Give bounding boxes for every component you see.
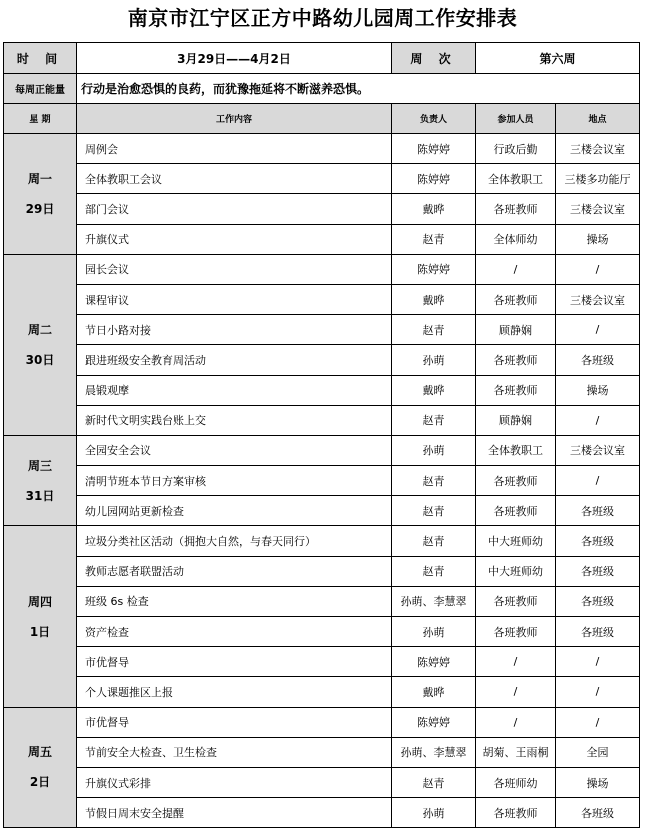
day-date: 31日	[25, 488, 55, 503]
owner-cell: 赵青	[392, 466, 476, 496]
participants-cell: 各班师幼	[476, 767, 556, 797]
participants-cell: 各班教师	[476, 496, 556, 526]
motto-text: 行动是治愈恐惧的良药，而犹豫拖延将不断滋养恐惧。	[77, 74, 640, 104]
participants-cell: /	[476, 677, 556, 707]
participants-cell: /	[476, 254, 556, 284]
table-row	[4, 435, 640, 465]
day-date: 30日	[25, 352, 55, 367]
owner-cell: 孙萌、李慧翠	[392, 586, 476, 616]
owner-cell: 戴晔	[392, 284, 476, 314]
day-cell	[4, 134, 77, 255]
task-cell: 个人课题推区上报	[77, 677, 392, 707]
task-cell: 周例会	[77, 134, 392, 164]
table-row	[4, 526, 640, 556]
day-cell	[4, 707, 77, 828]
owner-cell: 戴晔	[392, 194, 476, 224]
location-cell: /	[556, 405, 640, 435]
table-row	[4, 647, 640, 677]
participants-cell: 各班教师	[476, 466, 556, 496]
table-row	[4, 586, 640, 616]
owner-cell: 赵青	[392, 224, 476, 254]
participants-cell: 全体师幼	[476, 224, 556, 254]
participants-cell: 中大班师幼	[476, 556, 556, 586]
task-cell: 幼儿园网站更新检查	[77, 496, 392, 526]
location-cell: /	[556, 707, 640, 737]
schedule-table	[3, 42, 640, 828]
participants-cell: 各班教师	[476, 586, 556, 616]
location-cell: /	[556, 677, 640, 707]
location-cell: /	[556, 466, 640, 496]
task-cell: 跟进班级安全教育周活动	[77, 345, 392, 375]
day-date: 1日	[29, 624, 51, 639]
participants-cell: 各班教师	[476, 194, 556, 224]
task-cell: 部门会议	[77, 194, 392, 224]
task-cell: 节前安全大检查、卫生检查	[77, 737, 392, 767]
table-row	[4, 737, 640, 767]
location-cell: /	[556, 647, 640, 677]
table-row	[4, 134, 640, 164]
day-name: 周二	[27, 322, 52, 337]
table-row	[4, 254, 640, 284]
owner-cell: 陈婷婷	[392, 134, 476, 164]
participants-cell: 各班教师	[476, 798, 556, 828]
location-cell: 各班级	[556, 496, 640, 526]
col-day: 星 期	[4, 104, 77, 134]
participants-cell: 全体教职工	[476, 164, 556, 194]
task-cell: 晨锻观摩	[77, 375, 392, 405]
table-row	[4, 707, 640, 737]
owner-cell: 陈婷婷	[392, 164, 476, 194]
participants-cell: 各班教师	[476, 375, 556, 405]
owner-cell: 孙萌	[392, 617, 476, 647]
table-row	[4, 164, 640, 194]
participants-cell: 顾静娴	[476, 405, 556, 435]
day-cell	[4, 435, 77, 526]
task-cell: 节假日周末安全提醒	[77, 798, 392, 828]
location-cell: 三楼多功能厅	[556, 164, 640, 194]
column-header-row	[4, 104, 640, 134]
task-cell: 升旗仪式	[77, 224, 392, 254]
header-row	[4, 43, 640, 74]
table-row	[4, 466, 640, 496]
participants-cell: 胡菊、王雨桐	[476, 737, 556, 767]
week-label: 周 次	[392, 43, 476, 74]
table-row	[4, 617, 640, 647]
col-owner: 负责人	[392, 104, 476, 134]
task-cell: 资产检查	[77, 617, 392, 647]
owner-cell: 戴晔	[392, 677, 476, 707]
owner-cell: 孙萌、李慧翠	[392, 737, 476, 767]
location-cell: 三楼会议室	[556, 134, 640, 164]
day-date: 2日	[29, 775, 51, 790]
task-cell: 课程审议	[77, 284, 392, 314]
task-cell: 全园安全会议	[77, 435, 392, 465]
owner-cell: 赵青	[392, 526, 476, 556]
participants-cell: /	[476, 647, 556, 677]
participants-cell: 全体教职工	[476, 435, 556, 465]
table-row	[4, 405, 640, 435]
owner-cell: 赵青	[392, 556, 476, 586]
task-cell: 市优督导	[77, 647, 392, 677]
participants-cell: 顾静娴	[476, 315, 556, 345]
task-cell: 园长会议	[77, 254, 392, 284]
table-row	[4, 224, 640, 254]
date-range: 3月29日——4月2日	[77, 43, 392, 74]
col-task: 工作内容	[77, 104, 392, 134]
location-cell: 三楼会议室	[556, 284, 640, 314]
task-cell: 清明节班本节日方案审核	[77, 466, 392, 496]
location-cell: 操场	[556, 224, 640, 254]
owner-cell: 陈婷婷	[392, 707, 476, 737]
table-row	[4, 375, 640, 405]
location-cell: 操场	[556, 767, 640, 797]
week-value: 第六周	[476, 43, 640, 74]
table-row	[4, 345, 640, 375]
owner-cell: 戴晔	[392, 375, 476, 405]
task-cell: 节日小路对接	[77, 315, 392, 345]
table-row	[4, 315, 640, 345]
location-cell: 全园	[556, 737, 640, 767]
owner-cell: 赵青	[392, 767, 476, 797]
table-row	[4, 798, 640, 828]
participants-cell: 各班教师	[476, 617, 556, 647]
page-title: 南京市江宁区正方中路幼儿园周工作安排表	[127, 6, 518, 30]
col-location: 地点	[556, 104, 640, 134]
owner-cell: 陈婷婷	[392, 254, 476, 284]
participants-cell: 行政后勤	[476, 134, 556, 164]
task-cell: 全体教职工会议	[77, 164, 392, 194]
participants-cell: 各班教师	[476, 284, 556, 314]
owner-cell: 孙萌	[392, 798, 476, 828]
motto-row	[4, 74, 640, 104]
task-cell: 班级 6s 检查	[77, 586, 392, 616]
participants-cell: /	[476, 707, 556, 737]
owner-cell: 赵青	[392, 315, 476, 345]
participants-cell: 各班教师	[476, 345, 556, 375]
location-cell: /	[556, 315, 640, 345]
location-cell: 各班级	[556, 798, 640, 828]
table-row	[4, 194, 640, 224]
owner-cell: 赵青	[392, 405, 476, 435]
table-row	[4, 677, 640, 707]
day-name: 周五	[27, 745, 52, 760]
location-cell: 各班级	[556, 526, 640, 556]
time-label: 时 间	[4, 43, 77, 74]
owner-cell: 孙萌	[392, 345, 476, 375]
table-row	[4, 556, 640, 586]
day-cell	[4, 254, 77, 435]
task-cell: 垃圾分类社区活动（拥抱大自然，与春天同行）	[77, 526, 392, 556]
day-cell	[4, 526, 77, 707]
location-cell: 各班级	[556, 345, 640, 375]
col-participants: 参加人员	[476, 104, 556, 134]
location-cell: 三楼会议室	[556, 194, 640, 224]
task-cell: 市优督导	[77, 707, 392, 737]
motto-label: 每周正能量	[4, 74, 77, 104]
table-row	[4, 767, 640, 797]
location-cell: 各班级	[556, 586, 640, 616]
owner-cell: 赵青	[392, 496, 476, 526]
day-date: 29日	[25, 201, 55, 216]
day-name: 周四	[27, 594, 52, 609]
owner-cell: 陈婷婷	[392, 647, 476, 677]
task-cell: 新时代文明实践台账上交	[77, 405, 392, 435]
location-cell: /	[556, 254, 640, 284]
task-cell: 教师志愿者联盟活动	[77, 556, 392, 586]
task-cell: 升旗仪式彩排	[77, 767, 392, 797]
location-cell: 操场	[556, 375, 640, 405]
location-cell: 各班级	[556, 556, 640, 586]
location-cell: 三楼会议室	[556, 435, 640, 465]
day-name: 周一	[27, 171, 52, 186]
day-name: 周三	[27, 458, 52, 473]
table-row	[4, 496, 640, 526]
table-row	[4, 284, 640, 314]
owner-cell: 孙萌	[392, 435, 476, 465]
participants-cell: 中大班师幼	[476, 526, 556, 556]
location-cell: 各班级	[556, 617, 640, 647]
